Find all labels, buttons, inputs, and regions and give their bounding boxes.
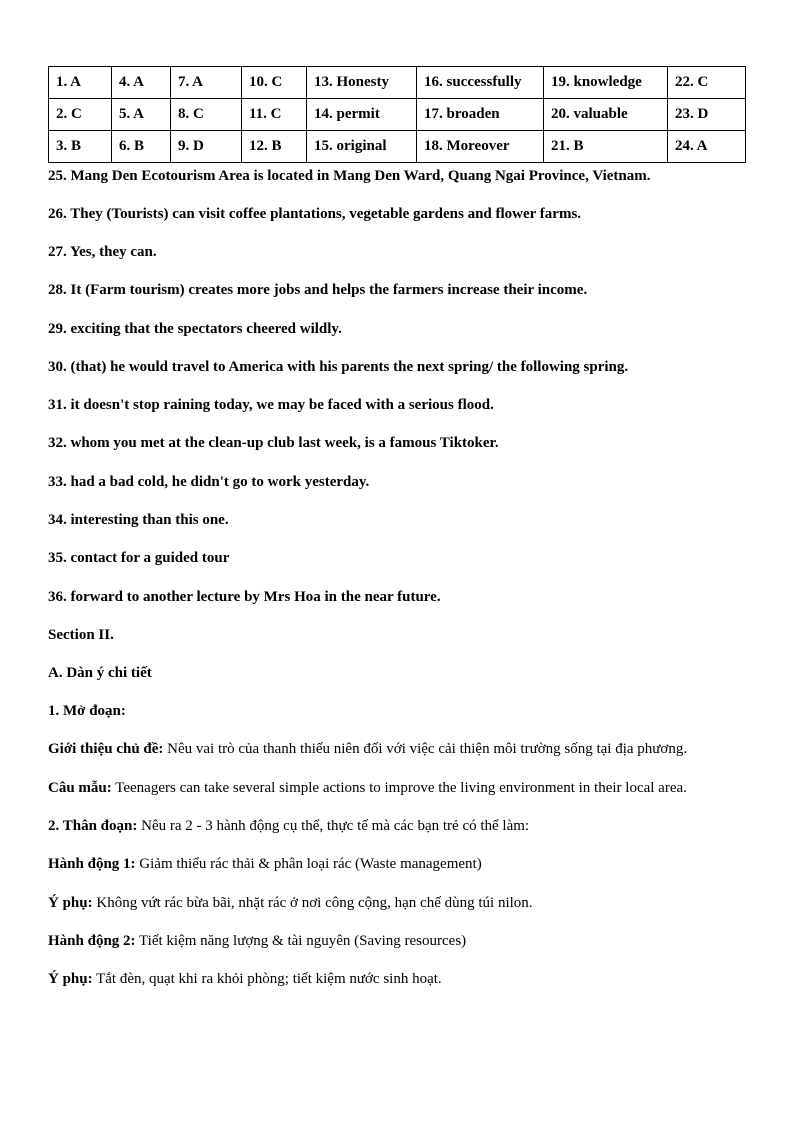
topic-label: Giới thiệu chủ đề:	[48, 741, 164, 757]
answer-key-table	[48, 66, 746, 163]
answer-25: 25. Mang Den Ecotourism Area is located in Mang Den Ward, Quang Ngai Province, Vietnam.	[48, 168, 651, 184]
answer-29: 29. exciting that the spectators cheered wildly.	[48, 321, 342, 337]
answer-34: 34. interesting than this one.	[48, 512, 229, 528]
sample-label: Câu mẫu:	[48, 780, 112, 796]
answer-26: 26. They (Tourists) can visit coffee plantations, vegetable gardens and flower farms.	[48, 206, 582, 222]
topic-line	[48, 740, 687, 758]
topic-text: Nêu vai trò của thanh thiếu niên đối với việc cải thiện môi trường sống tại địa phương.	[163, 741, 688, 757]
body-label: 2. Thân đoạn:	[48, 818, 138, 834]
answer-cell: 1. A	[49, 67, 112, 99]
answer-cell: 23. D	[668, 99, 746, 131]
answer-cell: 9. D	[171, 131, 242, 163]
answer-35: 35. contact for a guided tour	[48, 550, 230, 566]
body-text: Nêu ra 2 - 3 hành động cụ thể, thực tế mà các bạn trẻ có thể làm:	[137, 818, 530, 834]
answer-30: 30. (that) he would travel to America with his parents the next spring/ the following spring.	[48, 359, 629, 375]
sub1-line	[48, 894, 533, 912]
answer-cell: 24. A	[668, 131, 746, 163]
answer-cell: 18. Moreover	[417, 131, 544, 163]
answer-28: 28. It (Farm tourism) creates more jobs and helps the farmers increase their income.	[48, 282, 588, 298]
action2-text: Tiết kiệm năng lượng & tài nguyên (Saving resources)	[135, 933, 467, 949]
sample-line	[48, 779, 687, 797]
action1-line	[48, 855, 482, 873]
answer-31: 31. it doesn't stop raining today, we may be faced with a serious flood.	[48, 397, 494, 413]
sub1-label: Ý phụ:	[48, 895, 93, 911]
answer-cell: 11. C	[242, 99, 307, 131]
sub2-line	[48, 970, 442, 988]
answer-cell: 15. original	[307, 131, 417, 163]
sub2-text: Tắt đèn, quạt khi ra khỏi phòng; tiết kiệm nước sinh hoạt.	[92, 971, 442, 987]
answer-cell: 7. A	[171, 67, 242, 99]
answer-cell: 10. C	[242, 67, 307, 99]
answer-row	[49, 67, 746, 99]
body-line	[48, 817, 529, 835]
answer-cell: 12. B	[242, 131, 307, 163]
section-heading: Section II.	[48, 627, 114, 643]
answer-cell: 2. C	[49, 99, 112, 131]
answer-row	[49, 131, 746, 163]
answer-row	[49, 99, 746, 131]
answer-cell: 4. A	[112, 67, 171, 99]
answer-27: 27. Yes, they can.	[48, 244, 157, 260]
answer-cell: 6. B	[112, 131, 171, 163]
answer-cell: 5. A	[112, 99, 171, 131]
answer-cell: 3. B	[49, 131, 112, 163]
action1-text: Giảm thiểu rác thải & phân loại rác (Waste management)	[135, 856, 482, 872]
answer-cell: 22. C	[668, 67, 746, 99]
action2-line	[48, 932, 466, 950]
action1-label: Hành động 1:	[48, 856, 136, 872]
answer-32: 32. whom you met at the clean-up club last week, is a famous Tiktoker.	[48, 435, 499, 451]
sub2-label: Ý phụ:	[48, 971, 93, 987]
intro-heading: 1. Mở đoạn:	[48, 703, 126, 719]
outline-heading: A. Dàn ý chi tiết	[48, 665, 152, 681]
sub1-text: Không vứt rác bừa bãi, nhặt rác ở nơi công cộng, hạn chế dùng túi nilon.	[92, 895, 533, 911]
sample-text: Teenagers can take several simple actions to improve the living environment in their local area.	[111, 780, 687, 796]
answer-cell: 8. C	[171, 99, 242, 131]
answer-cell: 16. successfully	[417, 67, 544, 99]
answer-36: 36. forward to another lecture by Mrs Hoa in the near future.	[48, 589, 441, 605]
action2-label: Hành động 2:	[48, 933, 136, 949]
answer-cell: 20. valuable	[544, 99, 668, 131]
answer-cell: 17. broaden	[417, 99, 544, 131]
answer-cell: 14. permit	[307, 99, 417, 131]
answer-cell: 19. knowledge	[544, 67, 668, 99]
answer-cell: 13. Honesty	[307, 67, 417, 99]
answer-cell: 21. B	[544, 131, 668, 163]
answer-33: 33. had a bad cold, he didn't go to work yesterday.	[48, 474, 370, 490]
